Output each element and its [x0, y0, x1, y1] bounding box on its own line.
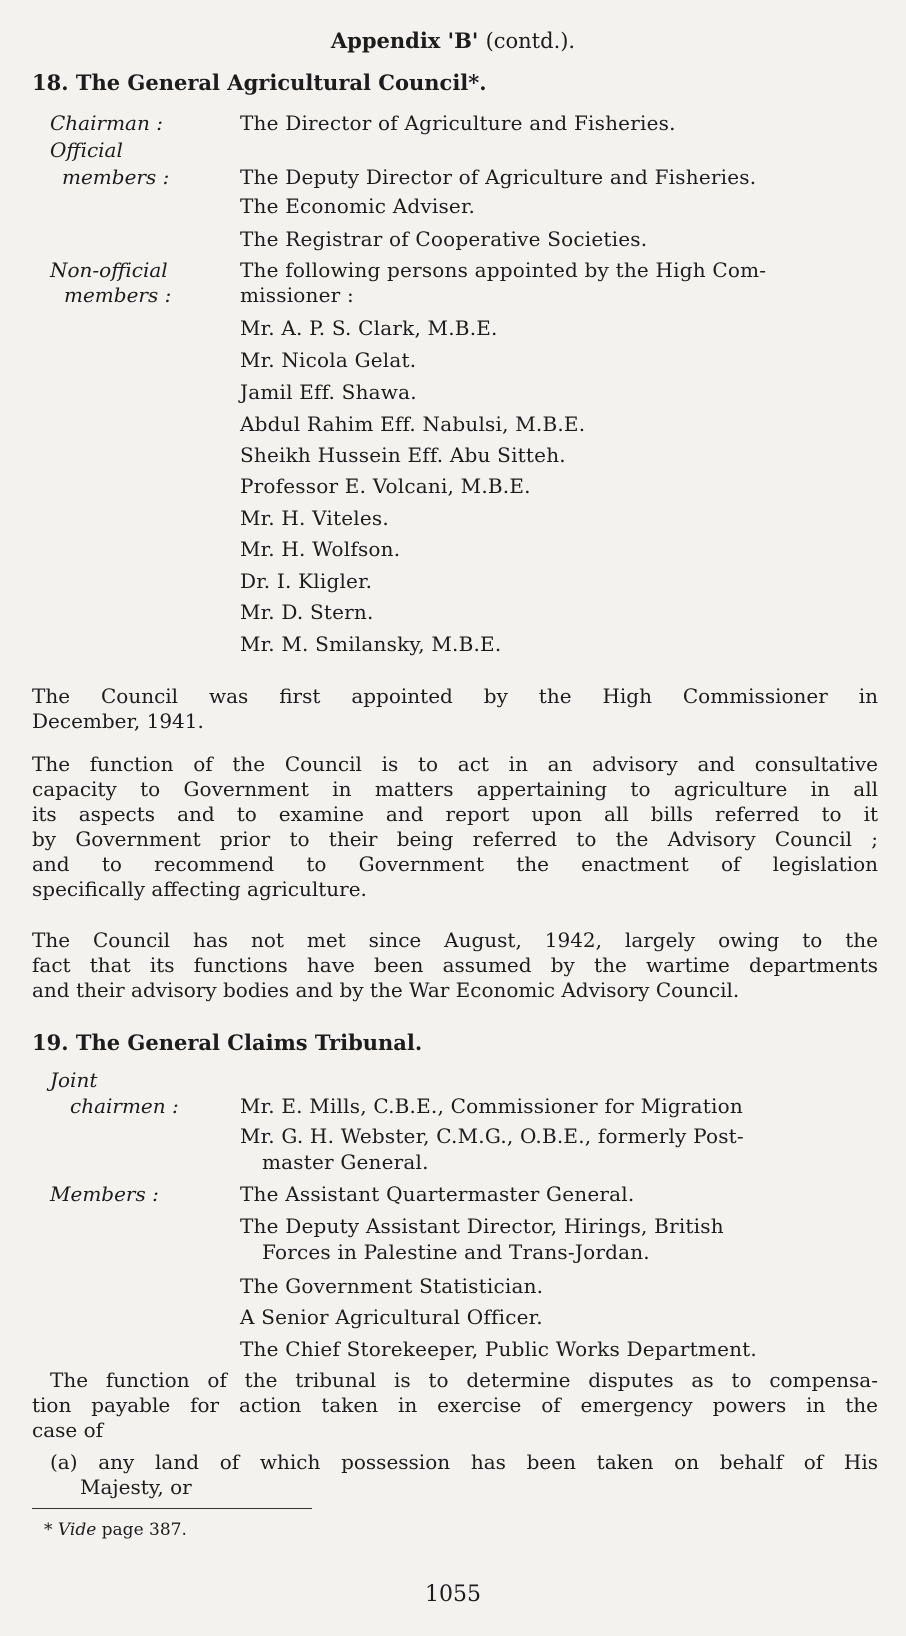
tribunal-member: The Government Statistician.: [240, 1274, 544, 1298]
text-line: specifically affecting agriculture.: [32, 877, 367, 901]
footnote-marker: *: [44, 1520, 58, 1540]
text-line: its aspects and to examine and report upon all bills referred to it: [32, 802, 878, 826]
paragraph-appointment: [32, 684, 878, 734]
text-line: The Council has not met since August, 1942, largely owing to the: [32, 928, 878, 952]
page-number: 1055: [425, 1582, 481, 1607]
paragraph-tribunal-function: [32, 1368, 878, 1443]
paragraph-function: [32, 752, 878, 902]
members-label: Members :: [50, 1182, 159, 1206]
text-line: December, 1941.: [32, 709, 204, 733]
nonofficial-member: Mr. A. P. S. Clark, M.B.E.: [240, 316, 498, 340]
chairman-value: The Director of Agriculture and Fisheries.: [240, 111, 676, 135]
text-line: capacity to Government in matters appertaining to agriculture in all: [32, 777, 878, 801]
text-line: The function of the Council is to act in an advisory and consultative: [32, 752, 878, 776]
joint-chairman-cont: master General.: [262, 1150, 429, 1174]
text-line: Majesty, or: [80, 1475, 192, 1499]
joint-chairman: Mr. G. H. Webster, C.M.G., O.B.E., formerly Post-: [240, 1124, 744, 1148]
paragraph-not-met: [32, 928, 878, 1003]
section-19-title: 19. The General Claims Tribunal.: [32, 1030, 423, 1055]
list-item-a: [32, 1450, 878, 1500]
official-members-label: members :: [62, 165, 170, 189]
nonofficial-intro-cont: missioner :: [240, 283, 354, 307]
official-label: Official: [50, 138, 123, 162]
tribunal-member: The Chief Storekeeper, Public Works Department.: [240, 1337, 757, 1361]
footnote: [44, 1520, 187, 1540]
nonofficial-member: Jamil Eff. Shawa.: [240, 380, 417, 404]
nonofficial-member: Abdul Rahim Eff. Nabulsi, M.B.E.: [240, 412, 586, 436]
nonofficial-member: Mr. D. Stern.: [240, 600, 374, 624]
official-member: The Registrar of Cooperative Societies.: [240, 227, 648, 251]
official-member: The Deputy Director of Agriculture and Fisheries.: [240, 165, 757, 189]
joint-label: Joint: [50, 1068, 98, 1092]
chairman-label: Chairman :: [50, 111, 163, 135]
nonofficial-member: Sheikh Hussein Eff. Abu Sitteh.: [240, 443, 566, 467]
nonofficial-members-label: members :: [64, 283, 172, 307]
nonofficial-member: Mr. M. Smilansky, M.B.E.: [240, 632, 502, 656]
text-line: tion payable for action taken in exercise of emergency powers in the: [32, 1393, 878, 1417]
nonofficial-intro: The following persons appointed by the High Com-: [240, 258, 767, 282]
tribunal-member-cont: Forces in Palestine and Trans-Jordan.: [262, 1240, 650, 1264]
tribunal-member: The Deputy Assistant Director, Hirings, British: [240, 1214, 724, 1238]
official-member: The Economic Adviser.: [240, 194, 476, 218]
joint-chairmen-label: chairmen :: [70, 1094, 179, 1118]
text-line: and their advisory bodies and by the War Economic Advisory Council.: [32, 978, 740, 1002]
nonofficial-member: Mr. Nicola Gelat.: [240, 348, 417, 372]
text-line: The function of the tribunal is to determine disputes as to compensa-: [50, 1368, 878, 1392]
nonofficial-member: Dr. I. Kligler.: [240, 569, 373, 593]
tribunal-member: A Senior Agricultural Officer.: [240, 1305, 543, 1329]
footnote-rule: [32, 1508, 312, 1509]
nonofficial-member: Professor E. Volcani, M.B.E.: [240, 474, 531, 498]
nonofficial-label: Non-official: [50, 258, 168, 282]
text-line: and to recommend to Government the enactment of legislation: [32, 852, 878, 876]
text-line: case of: [32, 1418, 104, 1442]
running-head: [0, 28, 906, 53]
text-line: The Council was first appointed by the High Commissioner in: [32, 684, 878, 708]
appendix-contd: (contd.).: [485, 29, 576, 53]
tribunal-member: The Assistant Quartermaster General.: [240, 1182, 635, 1206]
nonofficial-member: Mr. H. Wolfson.: [240, 537, 401, 561]
text-line: fact that its functions have been assumed by the wartime departments: [32, 953, 878, 977]
footnote-text: page 387.: [96, 1520, 187, 1540]
section-18-title: 18. The General Agricultural Council*.: [32, 70, 487, 95]
footnote-vide: Vide: [57, 1520, 97, 1540]
nonofficial-member: Mr. H. Viteles.: [240, 506, 389, 530]
appendix-title: Appendix 'B': [330, 28, 479, 53]
text-line: by Government prior to their being referred to the Advisory Council ;: [32, 827, 878, 851]
joint-chairman: Mr. E. Mills, C.B.E., Commissioner for Migration: [240, 1094, 743, 1118]
text-line: (a) any land of which possession has been taken on behalf of His: [50, 1450, 878, 1474]
